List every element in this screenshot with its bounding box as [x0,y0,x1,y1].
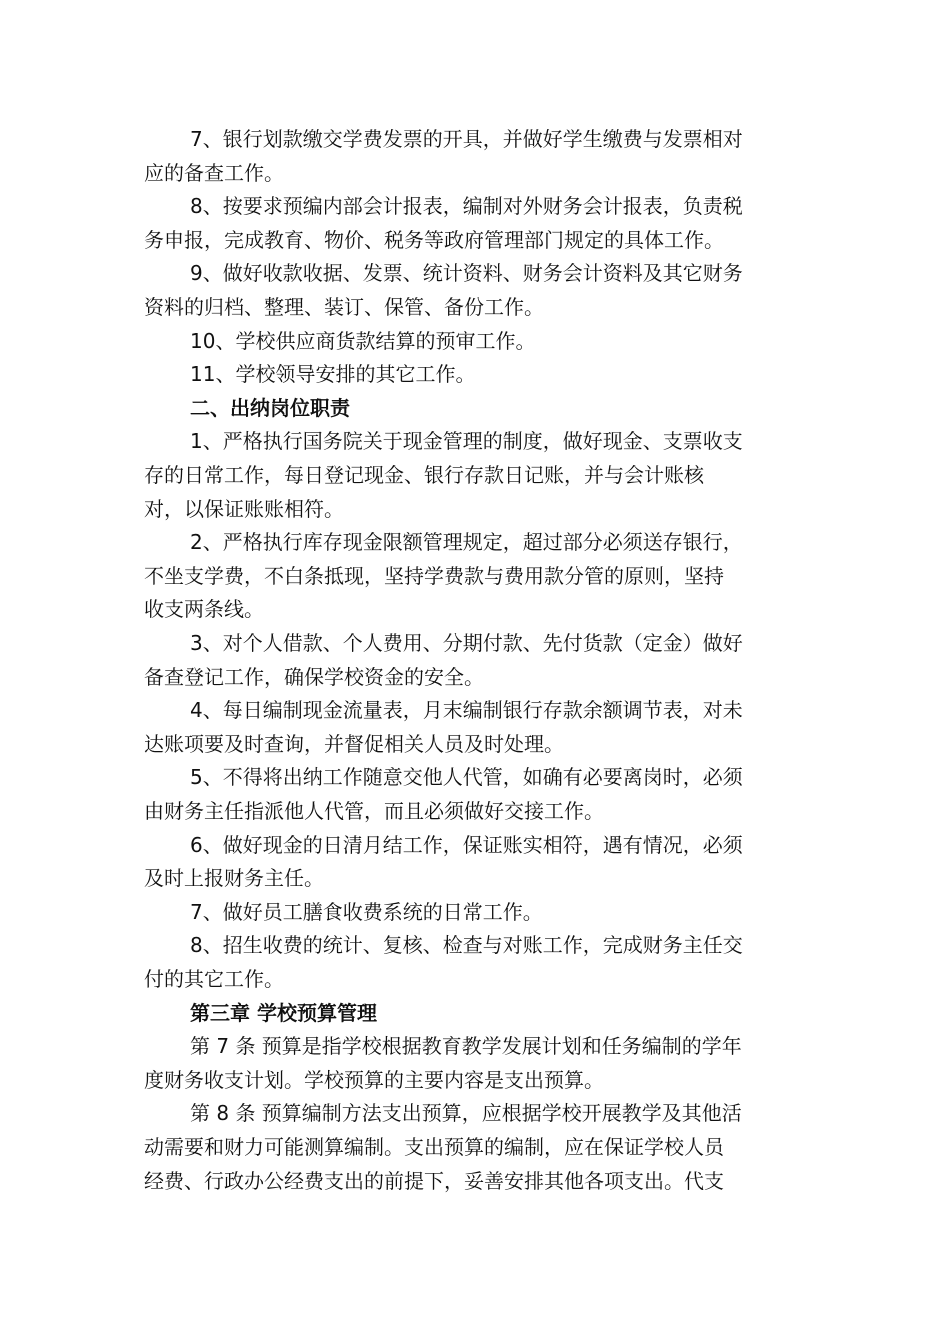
paragraph-line: 收支两条线。 [144,597,264,622]
paragraph-line: 动需要和财力可能测算编制。支出预算的编制，应在保证学校人员 [144,1135,724,1159]
paragraph-line: 由财务主任指派他人代管，而且必须做好交接工作。 [144,799,604,823]
paragraph-line: 备查登记工作，确保学校资金的安全。 [144,664,484,689]
paragraph-line: 9、做好收款收据、发票、统计资料、财务会计资料及其它财务 [190,261,743,286]
paragraph-line: 1、严格执行国务院关于现金管理的制度，做好现金、支票收支 [190,429,743,454]
paragraph-line: 经费、行政办公经费支出的前提下，妥善安排其他各项支出。代支 [144,1168,724,1193]
paragraph-line: 达账项要及时查询，并督促相关人员及时处理。 [144,731,564,756]
paragraph-line: 度财务收支计划。学校预算的主要内容是支出预算。 [144,1067,604,1092]
paragraph-line: 6、做好现金的日清月结工作，保证账实相符，遇有情况，必须 [190,832,743,857]
paragraph-line: 存的日常工作，每日登记现金、银行存款日记账，并与会计账核 [144,463,704,487]
paragraph-line: 不坐支学费，不白条抵现，坚持学费款与费用款分管的原则，坚持 [144,563,724,588]
paragraph-line: 8、招生收费的统计、复核、检查与对账工作，完成财务主任交 [190,933,743,958]
paragraph-line: 务申报，完成教育、物价、税务等政府管理部门规定的具体工作。 [144,227,724,252]
paragraph-line: 对，以保证账账相符。 [144,496,344,521]
section-heading: 二、出纳岗位职责 [190,395,350,420]
paragraph-line: 11、学校领导安排的其它工作。 [190,362,476,387]
paragraph-line: 7、做好员工膳食收费系统的日常工作。 [190,899,543,924]
paragraph-line: 付的其它工作。 [144,967,284,991]
paragraph-line: 8、按要求预编内部会计报表，编制对外财务会计报表，负责税 [190,194,743,219]
paragraph-line: 资料的归档、整理、装订、保管、备份工作。 [144,295,544,319]
paragraph-line: 7、银行划款缴交学费发票的开具，并做好学生缴费与发票相对 [190,127,743,151]
paragraph-line: 第 7 条 预算是指学校根据教育教学发展计划和任务编制的学年 [190,1034,742,1059]
paragraph-line: 5、不得将出纳工作随意交他人代管，如确有必要离岗时，必须 [190,765,743,790]
paragraph-line: 应的备查工作。 [144,160,284,185]
paragraph-line: 10、学校供应商货款结算的预审工作。 [190,328,536,353]
paragraph-line: 及时上报财务主任。 [144,866,324,891]
paragraph-line: 第 8 条 预算编制方法支出预算，应根据学校开展教学及其他活 [190,1101,742,1126]
paragraph-line: 2、严格执行库存现金限额管理规定，超过部分必须送存银行， [190,530,743,555]
paragraph-line: 4、每日编制现金流量表，月末编制银行存款余额调节表，对未 [190,698,743,723]
section-heading: 第三章 学校预算管理 [190,1000,377,1025]
paragraph-line: 3、对个人借款、个人费用、分期付款、先付货款（定金）做好 [190,631,743,655]
